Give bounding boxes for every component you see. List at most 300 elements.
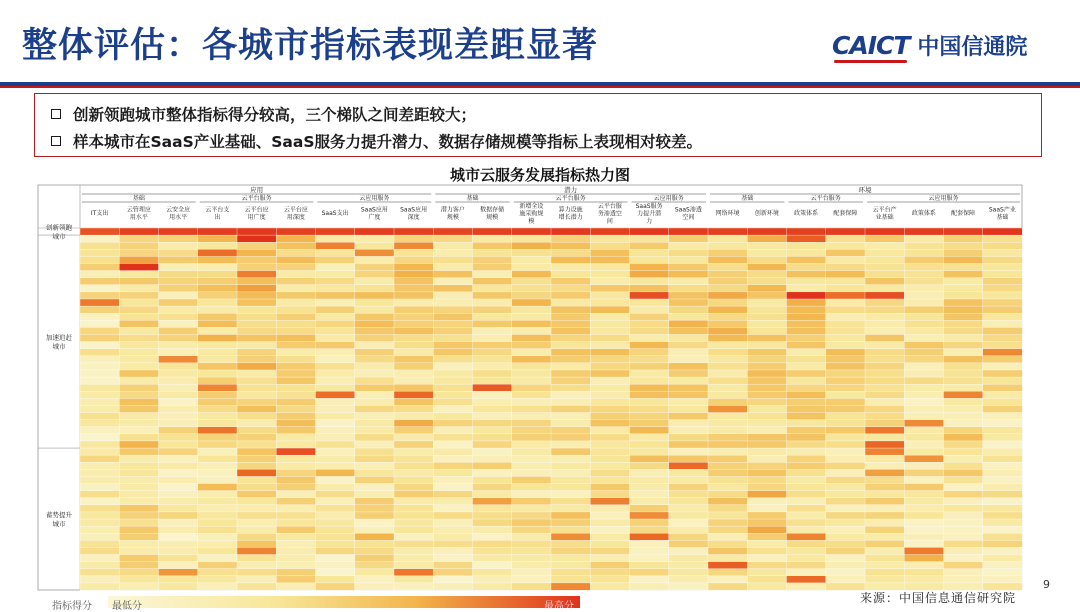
heat-cell (316, 334, 356, 341)
heat-cell (630, 398, 670, 405)
heat-cell (630, 427, 670, 434)
heat-cell (865, 384, 905, 391)
heat-cell (394, 441, 434, 448)
heat-cell (904, 271, 944, 278)
heat-cell (590, 405, 630, 412)
heat-cell (944, 562, 984, 569)
heat-cell (237, 540, 277, 547)
heat-cell (865, 484, 905, 491)
heat-cell (551, 526, 591, 533)
heat-cell (237, 583, 277, 590)
heat-cell (787, 349, 827, 356)
column-header-label: 用水平 (129, 214, 148, 221)
heat-cell (316, 512, 356, 519)
heat-cell (747, 519, 787, 526)
heat-cell (904, 540, 944, 547)
heat-cell (119, 363, 159, 370)
heat-cell (512, 342, 552, 349)
column-header-label: 云平台产 (872, 206, 897, 214)
heat-cell (983, 377, 1023, 384)
heat-cell (904, 576, 944, 583)
heat-cell (237, 562, 277, 569)
heat-cell (983, 526, 1023, 533)
heat-cell (865, 441, 905, 448)
heat-cell (433, 434, 473, 441)
heat-cell (787, 377, 827, 384)
heat-cell (316, 299, 356, 306)
heat-cell (473, 334, 513, 341)
heat-cell (198, 420, 238, 427)
heat-cell (394, 327, 434, 334)
heat-cell (512, 576, 552, 583)
heat-cell (159, 427, 199, 434)
heat-cell (787, 334, 827, 341)
heat-cell (316, 377, 356, 384)
heat-cell (159, 334, 199, 341)
heat-cell (276, 441, 316, 448)
heat-cell (237, 228, 277, 235)
row-group-label: 蓄势提升 (46, 511, 72, 520)
heat-cell (904, 562, 944, 569)
heat-cell (237, 519, 277, 526)
heat-cell (355, 242, 395, 249)
heat-cell (119, 448, 159, 455)
heat-cell (119, 533, 159, 540)
heat-cell (473, 555, 513, 562)
heat-cell (198, 462, 238, 469)
heat-cell (983, 285, 1023, 292)
heat-cell (355, 562, 395, 569)
heat-cell (433, 228, 473, 235)
heat-cell (355, 384, 395, 391)
heat-cell (473, 420, 513, 427)
header-subgroup-label: 云应用服务 (359, 195, 390, 202)
heat-cell (512, 263, 552, 270)
column-header-label: 数据存储 (480, 206, 505, 214)
heat-cell (551, 547, 591, 554)
heat-cell (983, 569, 1023, 576)
heat-cell (747, 434, 787, 441)
heat-cell (630, 285, 670, 292)
heat-cell (826, 249, 866, 256)
heat-cell (119, 292, 159, 299)
heat-cell (394, 562, 434, 569)
heat-cell (198, 334, 238, 341)
heat-cell (159, 469, 199, 476)
heat-cell (630, 476, 670, 483)
heat-cell (669, 377, 709, 384)
heat-cell (159, 484, 199, 491)
heat-cell (630, 327, 670, 334)
heat-cell (787, 434, 827, 441)
heat-cell (159, 278, 199, 285)
heat-cell (630, 256, 670, 263)
heat-cell (198, 320, 238, 327)
heat-cell (708, 299, 748, 306)
heat-cell (826, 448, 866, 455)
heat-cell (159, 540, 199, 547)
heat-cell (826, 533, 866, 540)
heat-cell (198, 476, 238, 483)
heat-cell (630, 320, 670, 327)
heat-cell (394, 405, 434, 412)
heat-cell (669, 420, 709, 427)
heat-cell (904, 448, 944, 455)
heat-cell (944, 285, 984, 292)
heat-cell (237, 334, 277, 341)
heat-cell (80, 285, 120, 292)
heat-cell (944, 370, 984, 377)
heat-cell (590, 533, 630, 540)
heat-cell (159, 363, 199, 370)
heat-cell (708, 320, 748, 327)
heat-cell (394, 583, 434, 590)
heat-cell (473, 526, 513, 533)
heat-cell (237, 413, 277, 420)
heat-cell (119, 306, 159, 313)
heat-cell (747, 405, 787, 412)
heat-cell (944, 491, 984, 498)
heat-cell (276, 327, 316, 334)
heat-cell (944, 533, 984, 540)
heat-cell (512, 228, 552, 235)
heat-cell (433, 519, 473, 526)
heat-cell (119, 249, 159, 256)
heat-cell (904, 370, 944, 377)
heat-cell (747, 484, 787, 491)
heat-cell (865, 512, 905, 519)
heat-cell (826, 391, 866, 398)
heat-cell (787, 292, 827, 299)
heat-cell (983, 228, 1023, 235)
heat-cell (355, 469, 395, 476)
heat-cell (865, 370, 905, 377)
heat-cell (708, 547, 748, 554)
heat-cell (669, 469, 709, 476)
heat-cell (983, 540, 1023, 547)
heat-cell (473, 533, 513, 540)
heat-cell (826, 271, 866, 278)
heat-cell (276, 278, 316, 285)
heat-cell (708, 533, 748, 540)
heat-cell (355, 484, 395, 491)
heat-cell (944, 484, 984, 491)
heat-cell (669, 342, 709, 349)
heat-cell (512, 405, 552, 412)
heat-cell (551, 342, 591, 349)
heat-cell (669, 476, 709, 483)
heat-cell (708, 476, 748, 483)
heat-cell (708, 342, 748, 349)
heat-cell (983, 491, 1023, 498)
heat-cell (237, 569, 277, 576)
heat-cell (904, 356, 944, 363)
heat-cell (159, 271, 199, 278)
heat-cell (630, 278, 670, 285)
heat-cell (669, 356, 709, 363)
column-header-label: 广度 (368, 214, 381, 221)
heat-cell (630, 263, 670, 270)
heat-cell (944, 434, 984, 441)
heat-cell (159, 306, 199, 313)
heat-cell (551, 398, 591, 405)
heat-cell (983, 498, 1023, 505)
heat-cell (944, 555, 984, 562)
heat-cell (826, 306, 866, 313)
heat-cell (316, 533, 356, 540)
heat-cell (473, 505, 513, 512)
heat-cell (512, 476, 552, 483)
heat-cell (316, 263, 356, 270)
heat-cell (708, 405, 748, 412)
heat-cell (473, 235, 513, 242)
heat-cell (747, 278, 787, 285)
heat-cell (512, 505, 552, 512)
heat-cell (276, 263, 316, 270)
heat-cell (787, 398, 827, 405)
heat-cell (983, 391, 1023, 398)
heat-cell (316, 462, 356, 469)
heat-cell (237, 398, 277, 405)
column-header-label: 云平台应 (283, 206, 308, 214)
row-group-label: 城市 (52, 342, 66, 351)
heat-cell (708, 434, 748, 441)
heat-cell (630, 562, 670, 569)
heat-cell (276, 356, 316, 363)
heat-cell (865, 562, 905, 569)
page-number: 9 (1043, 578, 1050, 591)
heat-cell (159, 398, 199, 405)
heat-cell (708, 263, 748, 270)
heat-cell (865, 547, 905, 554)
heat-cell (551, 519, 591, 526)
heat-cell (512, 519, 552, 526)
heat-cell (865, 327, 905, 334)
heat-cell (826, 228, 866, 235)
heat-cell (787, 576, 827, 583)
heat-cell (904, 292, 944, 299)
heat-cell (512, 356, 552, 363)
heat-cell (826, 349, 866, 356)
heat-cell (119, 484, 159, 491)
heat-cell (198, 498, 238, 505)
heat-cell (316, 540, 356, 547)
heat-cell (237, 576, 277, 583)
heat-cell (198, 271, 238, 278)
heat-cell (512, 526, 552, 533)
heat-cell (669, 491, 709, 498)
heat-cell (904, 263, 944, 270)
heat-cell (276, 512, 316, 519)
heat-cell (394, 249, 434, 256)
heat-cell (159, 405, 199, 412)
heat-cell (708, 349, 748, 356)
heat-cell (80, 434, 120, 441)
heat-cell (159, 448, 199, 455)
heat-cell (551, 427, 591, 434)
heat-cell (708, 370, 748, 377)
heat-cell (355, 476, 395, 483)
heat-cell (630, 228, 670, 235)
heat-cell (473, 583, 513, 590)
heat-cell (944, 235, 984, 242)
heat-cell (237, 242, 277, 249)
heat-cell (944, 505, 984, 512)
heat-cell (630, 391, 670, 398)
heat-cell (394, 505, 434, 512)
heat-cell (708, 540, 748, 547)
heat-cell (80, 441, 120, 448)
heat-cell (826, 370, 866, 377)
heat-cell (944, 349, 984, 356)
heat-cell (630, 455, 670, 462)
heat-cell (276, 256, 316, 263)
heat-cell (747, 540, 787, 547)
heat-cell (512, 334, 552, 341)
heat-cell (198, 327, 238, 334)
column-header-label: 云管理应 (126, 206, 151, 214)
heat-cell (237, 327, 277, 334)
heat-cell (826, 547, 866, 554)
heat-cell (747, 256, 787, 263)
heat-cell (630, 526, 670, 533)
heat-cell (159, 491, 199, 498)
heat-cell (787, 427, 827, 434)
heat-cell (433, 455, 473, 462)
heat-cell (237, 299, 277, 306)
heat-cell (551, 469, 591, 476)
heat-cell (512, 569, 552, 576)
heat-cell (551, 540, 591, 547)
heat-cell (355, 306, 395, 313)
heat-cell (159, 299, 199, 306)
heat-cell (512, 256, 552, 263)
heat-cell (433, 469, 473, 476)
heat-cell (198, 377, 238, 384)
heat-cell (80, 583, 120, 590)
heat-cell (944, 448, 984, 455)
heat-cell (904, 342, 944, 349)
heat-cell (119, 491, 159, 498)
heat-cell (119, 391, 159, 398)
row-group-label: 城市 (52, 232, 66, 241)
heat-cell (983, 342, 1023, 349)
column-header-label: 基础 (996, 214, 1009, 221)
heat-cell (708, 356, 748, 363)
heat-cell (80, 405, 120, 412)
heat-cell (590, 505, 630, 512)
heat-cell (80, 462, 120, 469)
heat-cell (119, 562, 159, 569)
heat-cell (316, 434, 356, 441)
heat-cell (865, 469, 905, 476)
heat-cell (159, 533, 199, 540)
heat-cell (787, 441, 827, 448)
column-header-label: 云平台服 (597, 203, 622, 210)
heat-cell (237, 320, 277, 327)
heat-cell (904, 555, 944, 562)
heat-cell (551, 420, 591, 427)
heat-cell (394, 455, 434, 462)
heat-cell (983, 306, 1023, 313)
heat-cell (944, 398, 984, 405)
column-header-label: SaaS服务 (635, 203, 663, 210)
heat-cell (355, 420, 395, 427)
heat-cell (159, 526, 199, 533)
heat-cell (512, 555, 552, 562)
heat-cell (669, 562, 709, 569)
heat-cell (198, 384, 238, 391)
heat-cell (669, 398, 709, 405)
heat-cell (394, 462, 434, 469)
heat-cell (198, 562, 238, 569)
heat-cell (747, 356, 787, 363)
heat-cell (708, 334, 748, 341)
heat-cell (826, 540, 866, 547)
heat-cell (433, 263, 473, 270)
heat-cell (80, 278, 120, 285)
heat-cell (551, 462, 591, 469)
heat-cell (80, 576, 120, 583)
heat-cell (316, 384, 356, 391)
heat-cell (276, 540, 316, 547)
heat-cell (159, 256, 199, 263)
heat-cell (944, 391, 984, 398)
heat-cell (433, 327, 473, 334)
heat-cell (787, 512, 827, 519)
heat-cell (316, 256, 356, 263)
heat-cell (473, 263, 513, 270)
heat-cell (119, 441, 159, 448)
heat-cell (787, 256, 827, 263)
header-subgroup-label: 基础 (741, 195, 754, 202)
heat-cell (276, 519, 316, 526)
heat-cell (80, 427, 120, 434)
heat-cell (394, 576, 434, 583)
heat-cell (630, 484, 670, 491)
heat-cell (865, 569, 905, 576)
heat-cell (119, 342, 159, 349)
heat-cell (276, 462, 316, 469)
heat-cell (904, 242, 944, 249)
heat-cell (826, 427, 866, 434)
heat-cell (747, 391, 787, 398)
heat-cell (237, 342, 277, 349)
heat-cell (355, 448, 395, 455)
heat-cell (747, 505, 787, 512)
heat-cell (394, 242, 434, 249)
heat-cell (590, 228, 630, 235)
heat-cell (865, 533, 905, 540)
heat-cell (904, 505, 944, 512)
heat-cell (904, 427, 944, 434)
legend-title: 指标得分 (52, 601, 92, 612)
heat-cell (355, 292, 395, 299)
heat-cell (394, 540, 434, 547)
heat-cell (787, 263, 827, 270)
heat-cell (983, 484, 1023, 491)
heat-cell (865, 313, 905, 320)
column-header-label: 潜力客户 (440, 206, 465, 214)
heat-cell (394, 519, 434, 526)
heat-cell (355, 370, 395, 377)
column-header-label: 规模 (446, 214, 459, 221)
heat-cell (316, 491, 356, 498)
heat-cell (865, 242, 905, 249)
heat-cell (551, 363, 591, 370)
heat-cell (983, 519, 1023, 526)
heat-cell (826, 363, 866, 370)
